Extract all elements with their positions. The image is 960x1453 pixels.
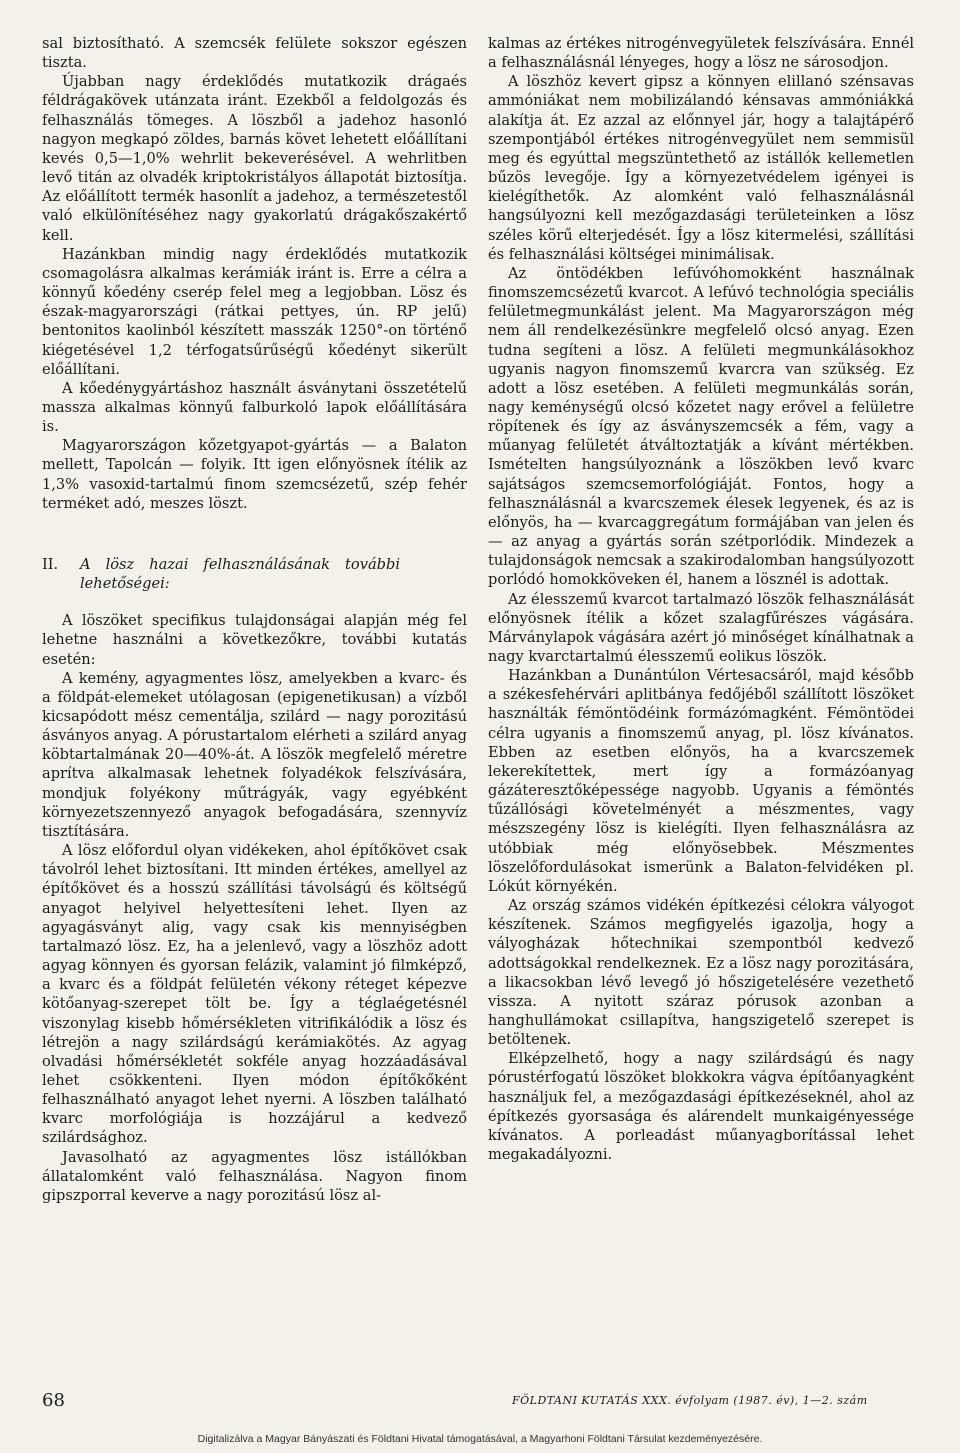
paragraph: Az ország számos vidékén építkezési célokra vályogot készítenek. Számos megfigyelés igazolja, hogy a vályogházak hőtechnikai szempontból kedvező adottságokkal rendelkeznek. Ez a lösz nagy porozitására, a likacsokban lévő levegő jó hőszigetelésére vezethető vissza. A nyitott száraz pórusok azonban a hanghullámokat csillapítva, hangszigetelő szerepet is betöltenek. [488, 897, 914, 1049]
paragraph: sal biztosítható. A szemcsék felülete sokszor egészen tiszta. [42, 35, 467, 72]
page-footer [42, 1390, 916, 1414]
paragraph: Elképzelhető, hogy a nagy szilárdságú és nagy pórustérfogatú löszöket blokkokra vágva építőanyagként használjuk fel, a mezőgazdasági építkezéseknél, ahol az építkezés gyorsasága és alárendelt munkaigényessége kívánatos. A porleadást műanyagborítással lehet megakadályozni. [488, 1050, 914, 1164]
paragraph: A kemény, agyagmentes lösz, amelyekben a kvarc- és a földpát-elemeket utólagosan (epigenetikusan) a vízből kicsapódott mész cementálja, szilárd — nagy porozitású ásványos anyag. A pórustartalom elérheti a szilárd anyag köbtartalmának 20—40%-át. A löszök megfelelő méretre aprítva alkalmasak lehetnek folyadékok felszívására, mondjuk folyékony műtrágyák, vagy egyébként környezetszennyező anyagok befogadására, szennyvíz tisztítására. [42, 669, 467, 840]
paragraph: Az élesszemű kvarcot tartalmazó löszök felhasználását előnyösnek ítélik a kőzet szalagfűrészes vágására. Márványlapok vágására azért jó minőséget kínálhatnak a nagy kvarctartalmú élesszemű eolikus löszök. [488, 590, 914, 665]
heading-gap [42, 593, 467, 611]
paragraph: Hazánkban a Dunántúlon Vértesacsáról, majd később a székesfehérvári aplitbánya fedőjéből szállított löszöket használták fémöntödéink formázómagként. Fémöntödei célra ugyanis a finomszemű anyag, pl. lösz kívánatos. Ebben az esetben előnyös, ha a kvarcszemek lekerekítettek, mert így a formázóanyag gázáteresztőképessége nagyobb. Ugyanis a fémöntés tűzállósági követelményét a mészmentes, vagy mészszegény lösz is kielégíti. Ilyen felhasználásra az utóbbiak még előnyösebbek. Mészmentes löszelőfordulásokat ismerünk a Balaton-felvidéken pl. Lókút környékén. [488, 667, 914, 895]
paragraph: Javasolható az agyagmentes lösz istállókban állatalomként való felhasználása. Nagyon finom gipszporral keverve a nagy porozitású lösz al- [42, 1148, 467, 1204]
paragraph: Magyarországon kőzetgyapot-gyártás — a Balaton mellett, Tapolcán — folyik. Itt igen előnyösnek ítélik az 1,3% vasoxid-tartalmú finom szemcsézetű, szép fehér terméket adó, meszes löszt. [42, 437, 467, 512]
paragraph: kalmas az értékes nitrogénvegyületek felszívására. Ennél a felhasználásnál lényeges, hogy a lösz ne sárosodjon. [488, 35, 914, 72]
left-column [42, 34, 467, 1205]
page-number: 68 [42, 1390, 65, 1411]
section-title: A lösz hazai felhasználásának további lehetőségei: [80, 555, 400, 593]
section-heading [42, 555, 467, 593]
paragraph: Az öntödékben lefúvóhomokként használnak finomszemcsézetű kvarcot. A lefúvó technológia speciális felületmegmunkálást jelent. Ma Magyarországon még nem áll rendelkezésünkre megfelelő olcsó anyag. Ezen tudna segíteni a lösz. A felületi megmunkálásokhoz ugyanis nagyon finomszemű kvarcra van szükség. Ez adott a lösz esetében. A felületi megmunkálás során, nagy keménységű olcsó kőzetet nagy erővel a felületre röpítenek és így az ásványszemcsék a fém, vagy a műanyag felületét átváltoztatják a kívánt mértékben. Ismételten hangsúlyoznánk a löszökben levő kvarc sajátságos szemcsemorfológiáját. Fontos, hogy a felhasználásnál a kvarcszemek élesek legyenek, és az is előnyös, ha — kvarcaggregátum formájában van jelen és — az anyag a gyártás során szétporlódik. Mindezek a tulajdonságok nemcsak a szakirodalomban hangsúlyozott porlódó homokköveken él, hanem a lösznél is adottak. [488, 264, 914, 589]
journal-citation: FÖLDTANI KUTATÁS XXX. évfolyam (1987. év), 1—2. szám [512, 1394, 868, 1407]
paragraph: A kőedénygyártáshoz használt ásványtani összetételű massza alkalmas könnyű falburkoló lapok előállítására is. [42, 379, 467, 436]
digitization-note: Digitalizálva a Magyar Bányászati és Földtani Hivatal támogatásával, a Magyarhoni Földtani Társulat kezdeményezésére. [197, 1433, 763, 1445]
paragraph: A löszhöz kevert gipsz a könnyen elillanó szénsavas ammóniákat nem mobilizálandó kénsavas ammóniákká alakítja át. Ez azzal az előnnyel jár, hogy a talajtápérő szempontjából értékes nitrogénvegyület nem semmisül meg és egyúttal megszüntethető az istállók kellemetlen bűzös levegője. Így a környezetvédelem igényei is kielégíthetők. Az alomként való felhasználásnál hangsúlyozni kell mezőgazdasági területeinken a lösz széles körű elterjedését. Így a lösz kitermelési, szállítási és felhasználási költségei minimálisak. [488, 73, 914, 263]
paragraph: A löszöket specifikus tulajdonságai alapján még fel lehetne használni a következőkre, további kutatás esetén: [42, 612, 467, 668]
paragraph: Újabban nagy érdeklődés mutatkozik drágaés féldrágakövek utánzata iránt. Ezekből a feldolgozás és felhasználás tömeges. A löszből a jadehoz hasonló nagyon megkapó zöldes, barnás követ lehetett előállítani kevés 0,5—1,0% wehrlit bekeverésével. A wehrlitben levő titán az olvadék kriptokristályos állapotát biztosítja. Az előállított termék hasonlít a jadehoz, a természetestől való elkülönítéséhez nagy gyakorlatú drágakőszakértő kell. [42, 73, 467, 244]
paragraph: A lösz előfordul olyan vidékeken, ahol építőkövet csak távolról lehet biztosítani. Itt minden értékes, amellyel az építőkövet és a hosszú szállítási távolságú és költségű anyagot helyivel helyettesíteni lehet. Ilyen az agyagásványt alig, vagy csak kis mennyiségben tartalmazó lösz. Ez, ha a jelenlevő, vagy a löszhöz adott agyag könnyen és gyorsan felázik, valamint jó filmképző, a kvarc és a földpát felületén vékony réteget képezve kötőanyag-szerepet tölt be. Így a téglaégetésnél viszonylag kisebb hőmérsékleten vitrifikálódik a lösz és létrejön a nagy szilárdságú kerámiakötés. Az agyag olvadási hőmérsékletét sokféle anyag hozzáadásával lehet csökkenteni. Ilyen módon építőkőként felhasználható anyagot lehet nyerni. A löszben található kvarc morfológiája is hozzájárul a kedvező szilárdsághoz. [42, 842, 467, 1147]
section-gap [42, 513, 467, 555]
section-number: II. [42, 555, 59, 573]
paragraph: Hazánkban mindig nagy érdeklődés mutatkozik csomagolásra alkalmas kerámiák iránt is. Erre a célra a könnyű kőedény cserép felel meg a legjobban. Lösz és észak-magyarországi (rátkai pettyes, ún. RP jelű) bentonitos kaolinból készített masszák 1250°-on történő kiégetésével 1,2 térfogatsűrűségű kőedényt sikerült előállítani. [42, 245, 467, 378]
right-column [488, 34, 914, 1164]
